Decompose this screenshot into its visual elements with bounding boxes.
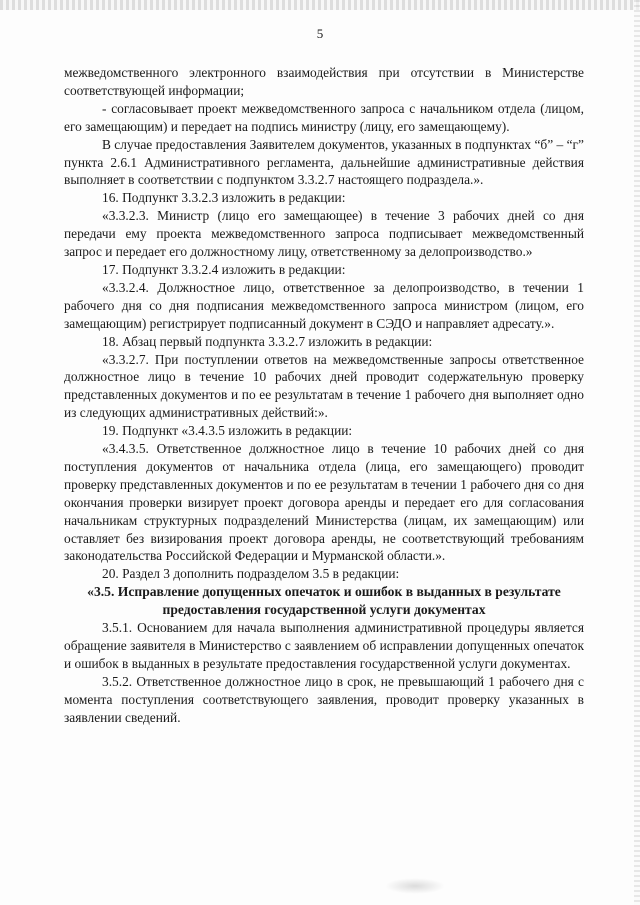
amendment-item-17: 17. Подпункт 3.3.2.4 изложить в редакции: — [102, 261, 346, 277]
paragraph: В случае предоставления Заявителем документов, указанных в подпунктах “б” – “г” пункта 2.6.1 Административного регламента, дальнейшие административные действия выполняет в соответствии с подпунктом 3.3.2.7 настоящего подраздела.». — [64, 136, 584, 188]
paragraph: «3.3.2.3. Министр (лицо его замещающее) в течение 3 рабочих дней со дня передачи ему проекта межведомственного запроса подписывает межведомственный запрос и передает его должностному лицу, ответственному за делопроизводство.» — [64, 208, 584, 260]
document-body — [64, 64, 584, 727]
paragraph: межведомственного электронного взаимодействия при отсутствии в Министерстве соответствующей информации; — [64, 65, 584, 98]
paragraph: 3.5.2. Ответственное должностное лицо в срок, не превышающий 1 рабочего дня с момента поступления соответствующего заявления, проводит проверку указанных в заявлении сведений. — [64, 673, 584, 725]
amendment-item-16: 16. Подпункт 3.3.2.3 изложить в редакции: — [102, 190, 346, 206]
scan-smudge — [385, 878, 445, 894]
scan-edge-right — [634, 0, 640, 905]
paragraph: «3.3.2.7. При поступлении ответов на межведомственные запросы ответственное должностное лицо в течение 10 рабочих дней проводит содержательную проверку представленных документов и по ее результатам в течение 1 рабочего дня выполняет одно из следующих административных действий:». — [64, 351, 584, 421]
amendment-item-19: 19. Подпункт «3.4.3.5 изложить в редакции: — [102, 423, 353, 439]
scan-edge-top — [0, 0, 640, 10]
section-heading: «3.5. Исправление допущенных опечаток и ошибок в выданных в результате предоставления государственной услуги документах — [87, 584, 561, 618]
paragraph: «3.4.3.5. Ответственное должностное лицо в течение 10 рабочих дней со дня поступления документов от начальника отдела (лица, его замещающего) проводит проверку представленных документов и по ее результатам в течении 1 рабочего дня со дня окончания проверки визирует проект договора аренды и передает его для согласования начальникам структурных подразделений Министерства (лицам, их замещающим) или оставляет без визирования проект договора аренды, не соответствующий требованиям законодательства Российской Федерации и Мурманской области.». — [64, 441, 584, 564]
amendment-item-18: 18. Абзац первый подпункта 3.3.2.7 изложить в редакции: — [102, 333, 433, 349]
page-number: 5 — [316, 26, 324, 41]
amendment-item-20: 20. Раздел 3 дополнить подразделом 3.5 в редакции: — [102, 566, 400, 582]
paragraph: «3.3.2.4. Должностное лицо, ответственное за делопроизводство, в течении 1 рабочего дня со дня подписания межведомственного запроса министром (лицом, его замещающим) регистрирует подписанный документ в СЭДО и направляет адресату.». — [64, 279, 584, 331]
paragraph: 3.5.1. Основанием для начала выполнения административной процедуры является обращение заявителя в Министерство с заявлением об исправлении допущенных опечаток и ошибок в выданных в результате предоставления государственной услуги документах. — [64, 620, 584, 671]
paragraph: - согласовывает проект межведомственного запроса с начальником отдела (лицом, его замещающим) и передает на подпись министру (лицу, его замещающему). — [64, 100, 584, 134]
